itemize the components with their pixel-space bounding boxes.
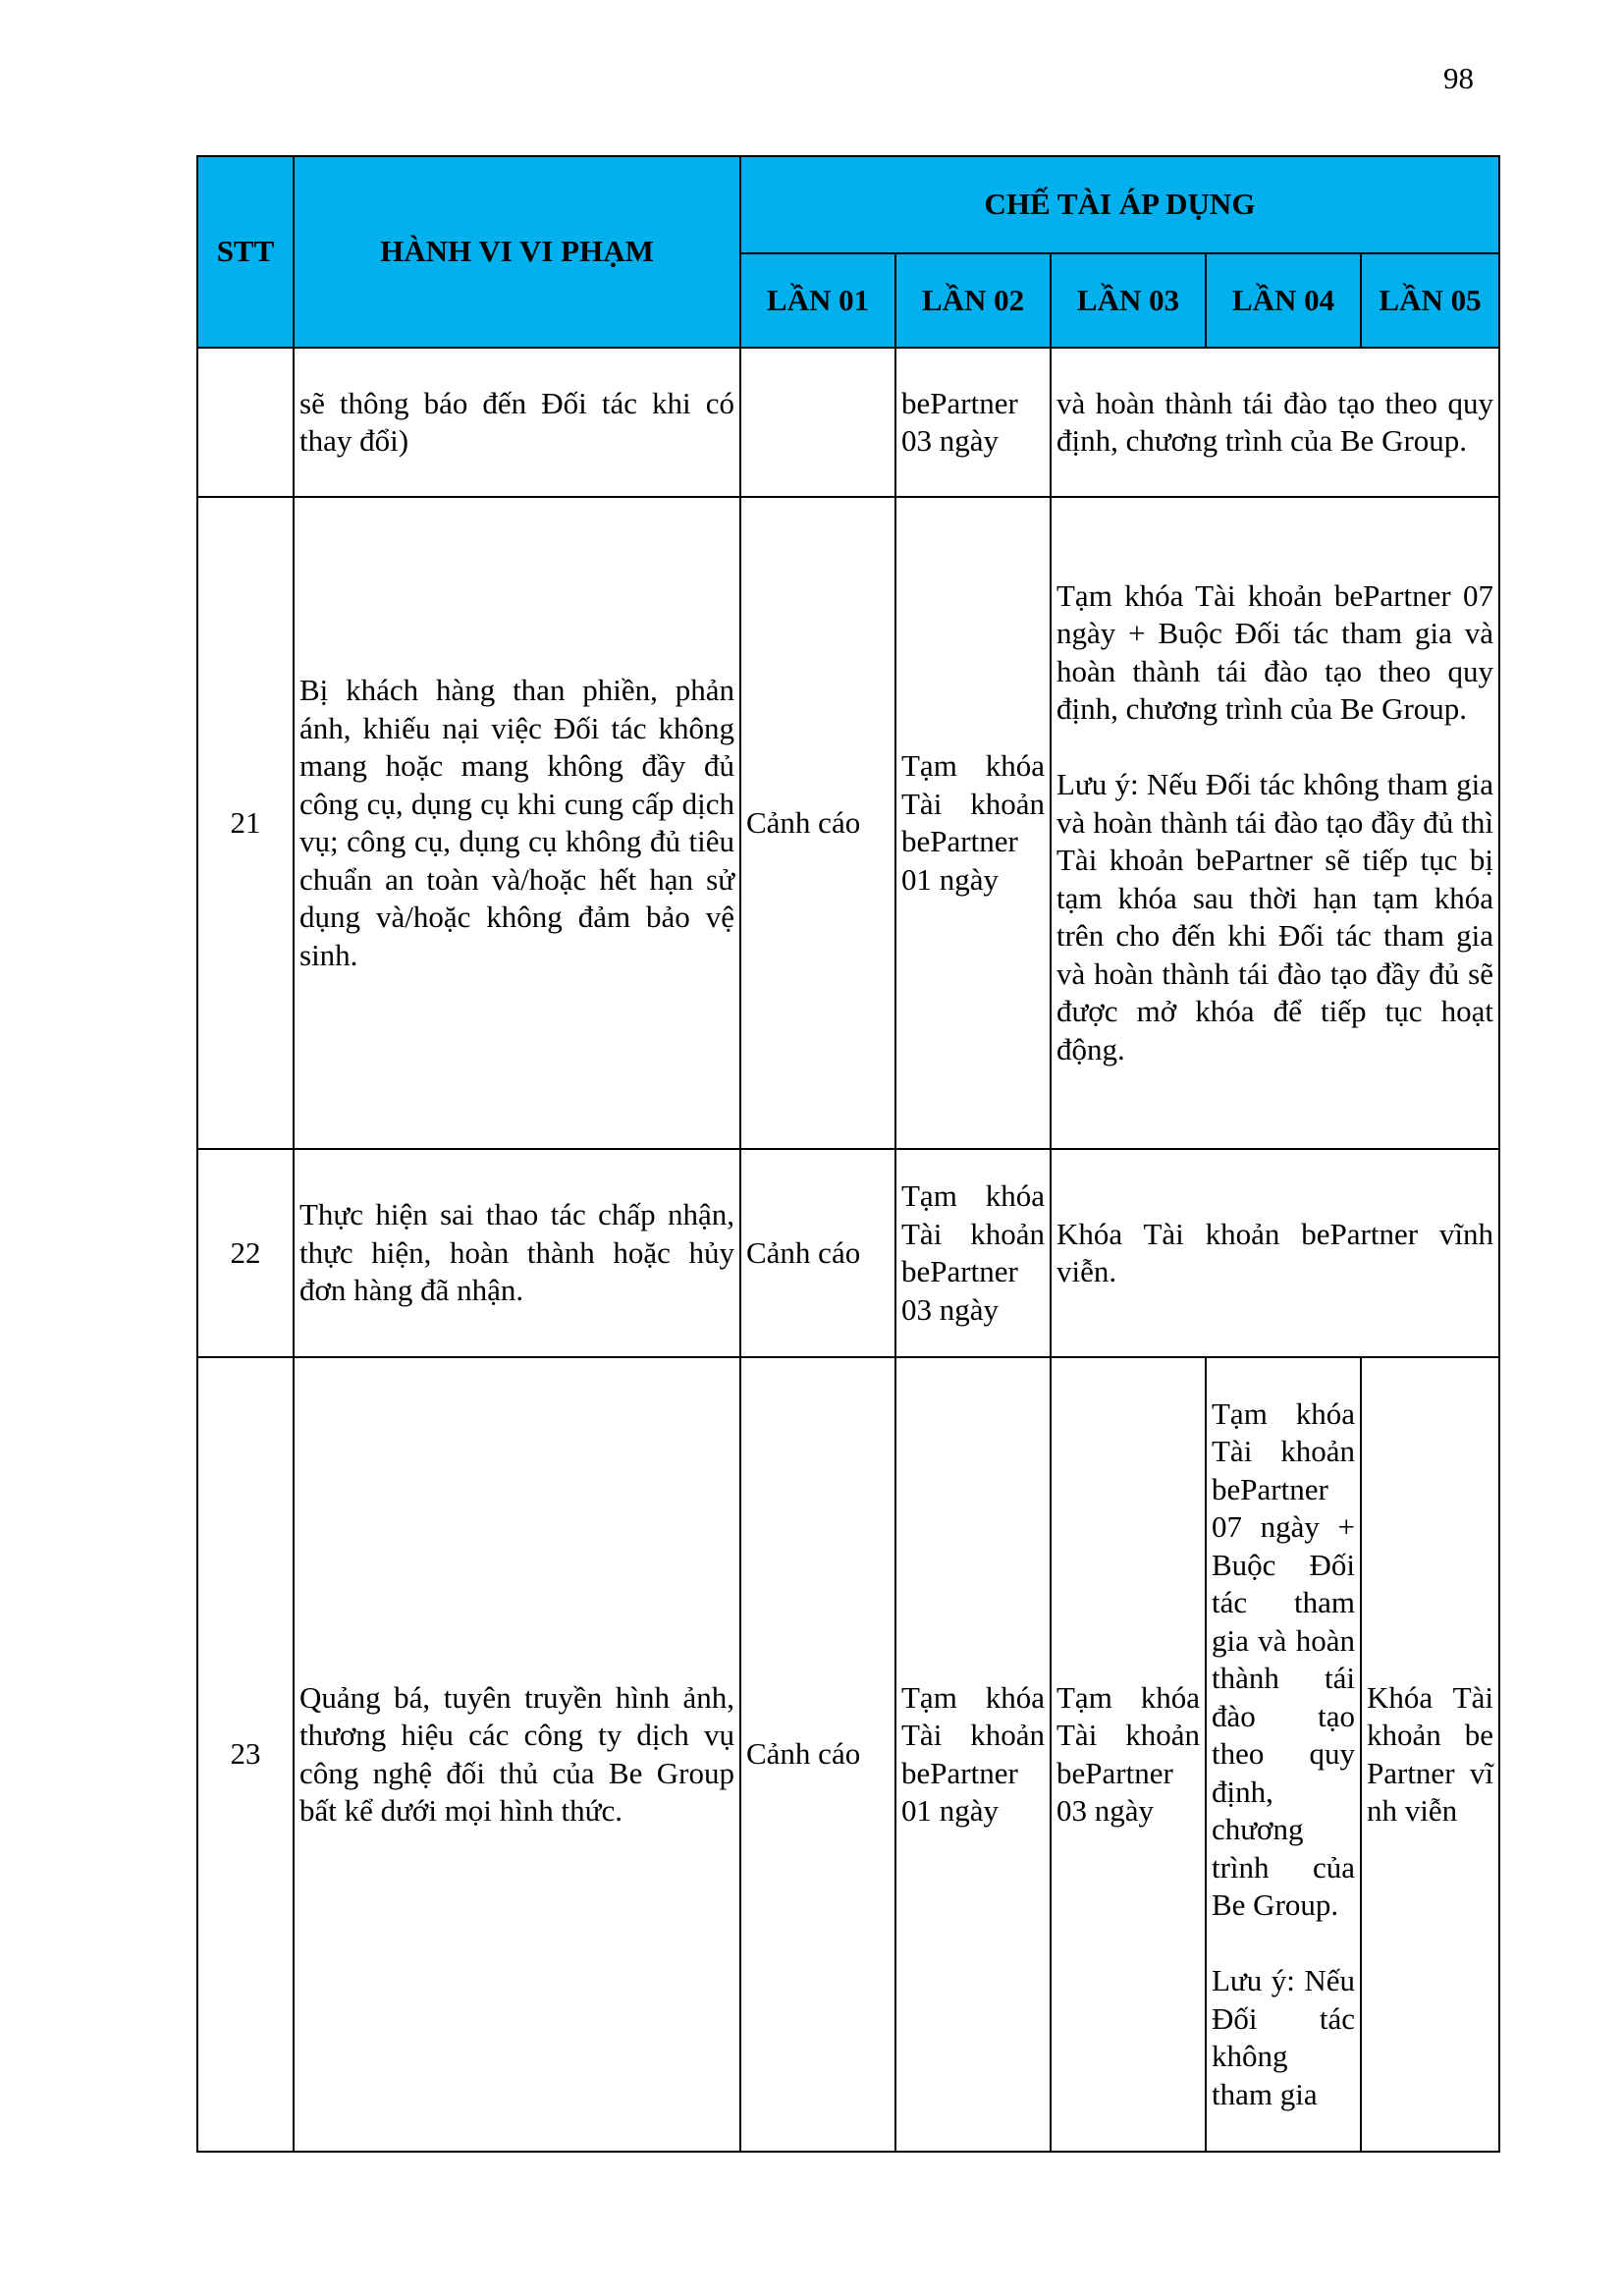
header-lan-02: LẦN 02	[895, 253, 1051, 348]
row-violation: Thực hiện sai thao tác chấp nhận, thực hiện, hoàn thành hoặc hủy đơn hàng đã nhận.	[294, 1149, 740, 1357]
row-stt: 21	[197, 497, 294, 1149]
row-lan-04	[1206, 1357, 1361, 2152]
table-row	[197, 1357, 1499, 2152]
row-lan-01	[740, 348, 895, 497]
row-stt: 23	[197, 1357, 294, 2152]
table-row	[197, 348, 1499, 497]
row-lan-03-05-text: Tạm khóa Tài khoản bePartner 07 ngày + Buộc Đối tác tham gia và hoàn thành tái đào tạo theo quy định, chương trình của Be Group.	[1056, 577, 1493, 727]
row-lan-04-note: Lưu ý: Nếu Đối tác không tham gia	[1212, 1963, 1355, 2111]
header-row	[197, 156, 1499, 253]
row-lan-01: Cảnh cáo	[740, 1357, 895, 2152]
page-number: 98	[1443, 61, 1474, 95]
header-violation: HÀNH VI VI PHẠM	[294, 156, 740, 348]
row-lan-03-05-note: Lưu ý: Nếu Đối tác không tham gia và hoàn thành tái đào tạo đầy đủ thì Tài khoản bePartner sẽ tiếp tục bị tạm khóa sau thời hạn tạm khóa trên cho đến khi Đối tác tham gia và hoàn thành tái đào tạo đầy đủ sẽ được mở khóa để tiếp tục hoạt động.	[1056, 767, 1493, 1066]
row-lan-03-05: và hoàn thành tái đào tạo theo quy định, chương trình của Be Group.	[1051, 348, 1499, 497]
row-stt	[197, 348, 294, 497]
table-row	[197, 497, 1499, 1149]
row-lan-03-05	[1051, 497, 1499, 1149]
row-lan-01: Cảnh cáo	[740, 1149, 895, 1357]
row-violation: Bị khách hàng than phiền, phản ánh, khiếu nại việc Đối tác không mang hoặc mang không đầy đủ công cụ, dụng cụ khi cung cấp dịch vụ; công cụ, dụng cụ không đủ tiêu chuẩn an toàn và/hoặc hết hạn sử dụng và/hoặc không đảm bảo vệ sinh.	[294, 497, 740, 1149]
row-lan-03: Tạm khóa Tài khoản bePartner 03 ngày	[1051, 1357, 1206, 2152]
header-lan-03: LẦN 03	[1051, 253, 1206, 348]
row-lan-02: Tạm khóa Tài khoản bePartner 01 ngày	[895, 1357, 1051, 2152]
row-lan-02: Tạm khóa Tài khoản bePartner 01 ngày	[895, 497, 1051, 1149]
row-lan-02: Tạm khóa Tài khoản bePartner 03 ngày	[895, 1149, 1051, 1357]
row-lan-02: bePartner 03 ngày	[895, 348, 1051, 497]
row-lan-03-05: Khóa Tài khoản bePartner vĩnh viễn.	[1051, 1149, 1499, 1357]
row-violation: Quảng bá, tuyên truyền hình ảnh, thương hiệu các công ty dịch vụ công nghệ đối thủ của Be Group bất kể dưới mọi hình thức.	[294, 1357, 740, 2152]
table-row	[197, 1149, 1499, 1357]
row-lan-04-text: Tạm khóa Tài khoản bePartner 07 ngày + Buộc Đối tác tham gia và hoàn thành tái đào tạo theo quy định, chương trình của Be Group.	[1212, 1395, 1355, 1923]
header-sanctions: CHẾ TÀI ÁP DỤNG	[740, 156, 1499, 253]
header-stt: STT	[197, 156, 294, 348]
row-violation: sẽ thông báo đến Đối tác khi có thay đổi)	[294, 348, 740, 497]
row-lan-05: Khóa Tài khoản bePartner vĩnh viễn	[1361, 1357, 1499, 2152]
header-lan-05: LẦN 05	[1361, 253, 1499, 348]
header-lan-01: LẦN 01	[740, 253, 895, 348]
row-lan-01: Cảnh cáo	[740, 497, 895, 1149]
header-lan-04: LẦN 04	[1206, 253, 1361, 348]
sanctions-table	[196, 155, 1500, 2153]
row-stt: 22	[197, 1149, 294, 1357]
